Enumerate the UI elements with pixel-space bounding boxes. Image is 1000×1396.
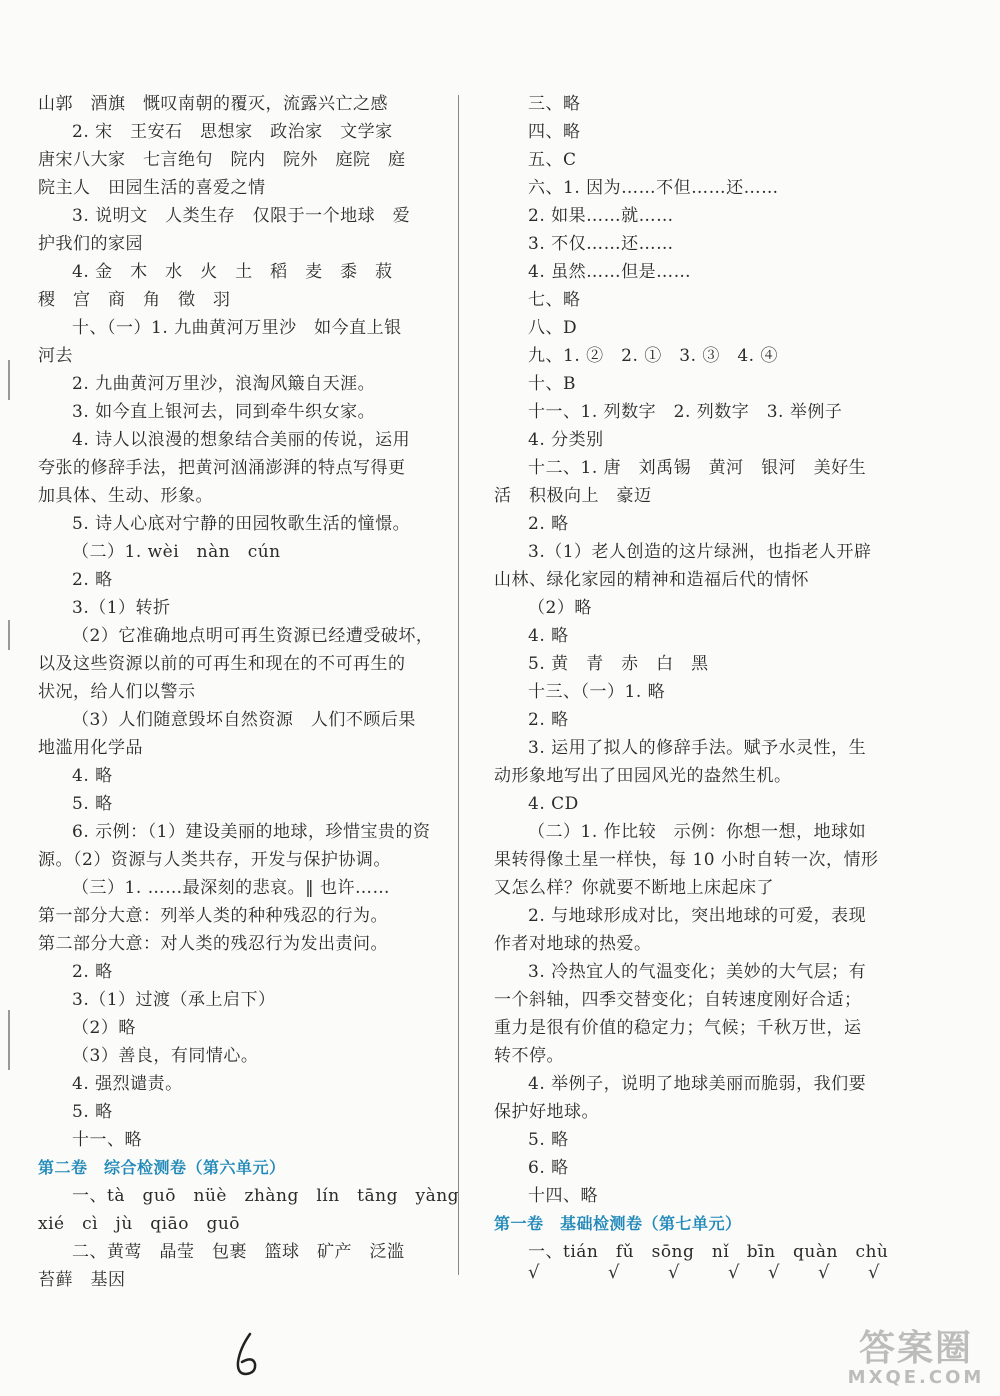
answer-line: 九、1. ② 2. ① 3. ③ 4. ④ [528,346,778,366]
answer-line: （二）1. wèi nàn cún [72,542,281,562]
answer-line: （2）略 [72,1018,136,1038]
answer-line: （2）它准确地点明可再生资源已经遭受破坏， [72,626,434,646]
answer-line: 保护好地球。 [494,1102,599,1122]
answer-line: （二）1. 作比较 示例：你想一想，地球如 [528,822,867,842]
answer-line: 2. 略 [72,962,113,982]
answer-line: 动形象地写出了田园风光的盎然生机。 [494,766,792,786]
answer-line: 夸张的修辞手法，把黄河汹涌澎湃的特点写得更 [38,458,406,478]
answer-line: 4. 分类别 [528,430,604,450]
check-mark: √ [528,1262,540,1283]
answer-line: 3.（1）转折 [72,598,171,618]
answer-line: 十、（一）1. 九曲黄河万里沙 如今直上银 [72,318,402,338]
answer-line: 十一、1. 列数字 2. 列数字 3. 举例子 [528,402,843,422]
answer-line: 4. 举例子，说明了地球美丽而脆弱，我们要 [528,1074,867,1094]
scan-edge-mark [8,1010,10,1070]
answer-line: 山林、绿化家园的精神和造福后代的情怀 [494,570,809,590]
check-mark: √ [668,1262,680,1283]
answer-line: 苔藓 基因 [38,1270,126,1290]
answer-line: 八、D [528,318,578,338]
answer-line: 3. 说明文 人类生存 仅限于一个地球 爱 [72,206,411,226]
answer-line: 状况，给人们以警示 [38,682,196,702]
answer-line: 作者对地球的热爱。 [494,934,652,954]
answer-line: 四、略 [528,122,581,142]
answer-line: 第二部分大意：对人类的残忍行为发出责问。 [38,934,388,954]
answer-line: 一个斜轴，四季交替变化；自转速度刚好合适； [494,990,862,1010]
answer-line: 5. 诗人心底对宁静的田园牧歌生活的憧憬。 [72,514,411,534]
answer-line: 十三、（一）1. 略 [528,682,666,702]
watermark-main-text: 答案圈 [858,1328,973,1369]
answer-line: （三）1. ……最深刻的悲哀。‖ 也许…… [72,878,391,898]
answer-line: 院主人 田园生活的喜爱之情 [38,178,266,198]
answer-line: 4. CD [528,794,579,814]
answer-line: 4. 略 [528,626,569,646]
column-divider [458,95,459,1275]
answer-line: 2. 九曲黄河万里沙，浪淘风簸自天涯。 [72,374,376,394]
answer-line: 地滥用化学品 [38,738,143,758]
answer-line: （2）略 [528,598,592,618]
answer-line: 稷 宫 商 角 徵 羽 [38,290,231,310]
right-answer-column [494,90,889,1266]
answer-line: 转不停。 [494,1046,564,1066]
answer-line: 六、1. 因为……不但……还…… [528,178,779,198]
answer-line: 5. 黄 青 赤 白 黑 [528,654,709,674]
section-title: 第一卷 基础检测卷（第七单元） [494,1214,742,1233]
answer-line: 5. 略 [528,1130,569,1150]
answer-line: 三、略 [528,94,581,114]
answer-line: 3.（1）老人创造的这片绿洲，也指老人开辟 [528,542,872,562]
check-mark: √ [608,1262,620,1283]
answer-line: 七、略 [528,290,581,310]
answer-line: 重力是很有价值的稳定力；气候；千秋万世，运 [494,1018,862,1038]
answer-line: （3）善良，有同情心。 [72,1046,259,1066]
answer-line: 4. 虽然……但是…… [528,262,692,282]
answer-line: 2. 略 [528,710,569,730]
answer-line: 5. 略 [72,794,113,814]
answer-line: 加具体、生动、形象。 [38,486,213,506]
section-title: 第二卷 综合检测卷（第六单元） [38,1158,286,1177]
check-mark-row [488,1262,888,1286]
answer-line: 2. 略 [72,570,113,590]
answer-line: 2. 与地球形成对比，突出地球的可爱，表现 [528,906,867,926]
answer-line: 6. 示例：（1）建设美丽的地球，珍惜宝贵的资 [72,822,431,842]
answer-line: 以及这些资源以前的可再生和现在的不可再生的 [38,654,406,674]
answer-line: 4. 略 [72,766,113,786]
answer-line: 6. 略 [528,1158,569,1178]
answer-line: 活 积极向上 豪迈 [494,486,652,506]
answer-line: 第一部分大意：列举人类的种种残忍的行为。 [38,906,388,926]
watermark-logo [846,1320,986,1388]
answer-line: 2. 宋 王安石 思想家 政治家 文学家 [72,122,393,142]
answer-line: 3. 不仅……还…… [528,234,674,254]
answer-line: 山郭 酒旗 慨叹南朝的覆灭，流露兴亡之感 [38,94,388,114]
answer-line: xié cì jù qiāo guō [38,1214,241,1234]
watermark-sub-text: MXQE.COM [847,1367,985,1388]
answer-line: 2. 略 [528,514,569,534]
answer-line: 一、tián fǔ sōng nǐ bīn quàn chù [528,1242,889,1262]
answer-line: 十一、略 [72,1130,142,1150]
answer-line: 十、B [528,374,576,394]
answer-line: 唐宋八大家 七言绝句 院内 院外 庭院 庭 [38,150,406,170]
answer-line: 一、tà guō nüè zhàng lín tāng yàng [72,1186,460,1206]
answer-line: （3）人们随意毁坏自然资源 人们不顾后果 [72,710,416,730]
scan-edge-mark [8,360,10,400]
answer-line: 2. 如果……就…… [528,206,674,226]
answer-line: 护我们的家园 [38,234,143,254]
answer-line: 4. 强烈谴责。 [72,1074,183,1094]
answer-line: 源。（2）资源与人类共存，开发与保护协调。 [38,850,391,870]
answer-line: 3. 运用了拟人的修辞手法。赋予水灵性，生 [528,738,867,758]
answer-line: 二、黄莺 晶莹 包裹 篮球 矿产 泛滥 [72,1242,405,1262]
scan-edge-mark [8,620,10,650]
answer-line: 3.（1）过渡（承上启下） [72,990,276,1010]
handwritten-page-number [228,1330,268,1384]
answer-line: 4. 金 木 水 火 土 稻 麦 黍 菽 [72,262,393,282]
answer-line: 五、C [528,150,577,170]
check-mark: √ [868,1262,880,1283]
check-mark: √ [818,1262,830,1283]
answer-line: 4. 诗人以浪漫的想象结合美丽的传说，运用 [72,430,411,450]
answer-line: 又怎么样？你就要不断地上床起床了 [494,878,774,898]
answer-line: 5. 略 [72,1102,113,1122]
answer-line: 果转得像土星一样快，每 10 小时自转一次，情形 [494,850,879,870]
answer-line: 十四、略 [528,1186,598,1206]
answer-line: 3. 冷热宜人的气温变化；美妙的大气层；有 [528,962,867,982]
answer-line: 3. 如今直上银河去，同到牵牛织女家。 [72,402,376,422]
check-mark: √ [768,1262,780,1283]
check-mark: √ [728,1262,740,1283]
answer-line: 河去 [38,346,73,366]
left-answer-column [38,90,458,1294]
answer-line: 十二、1. 唐 刘禹锡 黄河 银河 美好生 [528,458,867,478]
